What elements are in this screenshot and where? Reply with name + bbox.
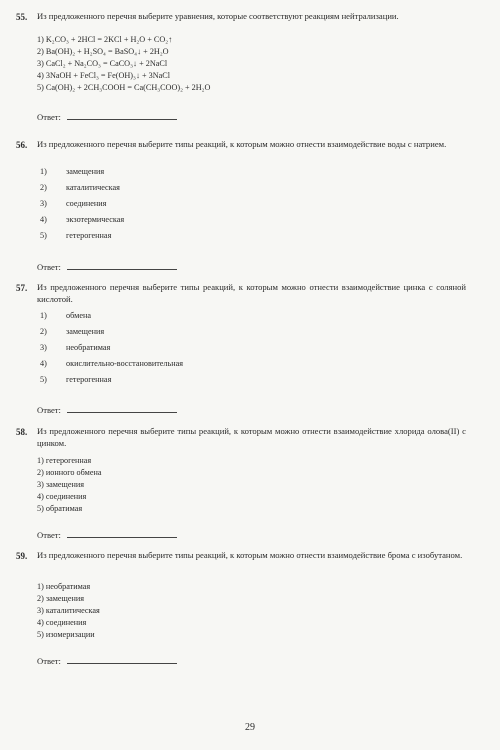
question-text: Из предложенного перечня выберите типы реакций, к которым можно отнести взаимодействие воды с натрием.: [37, 139, 447, 149]
answer-line[interactable]: [67, 262, 177, 270]
page-number: 29: [245, 722, 255, 733]
answer-line[interactable]: [67, 405, 177, 413]
question-number: 57.: [16, 283, 28, 293]
answer-label: Ответ:: [37, 405, 61, 415]
option-4: 4) окислительно-восстановительная: [40, 359, 184, 368]
option-3: 3) замещения: [37, 480, 85, 489]
question-text: Из предложенного перечня выберите типы реакций, к которым можно отнести взаимодействие хлорида олова(II) с цинком.: [37, 426, 466, 448]
answer-label: Ответ:: [37, 530, 61, 540]
answer-field[interactable]: [37, 262, 177, 272]
option-2: 2) ионного обмена: [37, 468, 102, 477]
answer-line[interactable]: [67, 112, 177, 120]
option-2: 2) Ba(OH)₂ + H₂SO₄ = BaSO₄↓ + 2H₂O: [37, 47, 169, 56]
option-3: 3) соединения: [40, 199, 107, 208]
option-5: 5) Ca(OH)₂ + 2CH₃COOH = Ca(CH₃COO)₂ + 2H₂O: [37, 83, 211, 92]
option-5: 5) изомеризации: [37, 630, 95, 639]
option-4: 4) соединения: [37, 618, 87, 627]
question-number: 55.: [16, 12, 28, 22]
option-1: 1) обмена: [40, 311, 92, 320]
option-3: 3) каталитическая: [37, 606, 100, 615]
question-text: Из предложенного перечня выберите уравнения, которые соответствуют реакциям нейтрализации.: [37, 11, 399, 21]
option-2: 2) каталитическая: [40, 183, 120, 192]
answer-field[interactable]: [37, 112, 177, 122]
option-4: 4) соединения: [37, 492, 87, 501]
option-2: 2) замещения: [40, 327, 105, 336]
answer-label: Ответ:: [37, 262, 61, 272]
answer-field[interactable]: [37, 656, 177, 666]
question-number: 58.: [16, 427, 28, 437]
option-3: 3) необратимая: [40, 343, 111, 352]
option-5: 5) гетерогенная: [40, 231, 112, 240]
option-1: 1) K₂CO₃ + 2HCl = 2KCl + H₂O + CO₂↑: [37, 35, 173, 44]
option-2: 2) замещения: [37, 594, 85, 603]
answer-field[interactable]: [37, 405, 177, 415]
answer-label: Ответ:: [37, 112, 61, 122]
option-1: 1) необратимая: [37, 582, 91, 591]
option-1: 1) гетерогенная: [37, 456, 92, 465]
question-text: Из предложенного перечня выберите типы реакций, к которым можно отнести взаимодействие цинка с соляной кислотой.: [37, 282, 466, 304]
option-4: 4) 3NaOH + FeCl₃ = Fe(OH)₃↓ + 3NaCl: [37, 71, 171, 80]
question-number: 59.: [16, 551, 28, 561]
answer-line[interactable]: [67, 656, 177, 664]
option-5: 5) гетерогенная: [40, 375, 112, 384]
question-number: 56.: [16, 140, 28, 150]
option-3: 3) CaCl₂ + Na₂CO₃ = CaCO₃↓ + 2NaCl: [37, 59, 168, 68]
option-5: 5) обратимая: [37, 504, 83, 513]
answer-label: Ответ:: [37, 656, 61, 666]
question-text: Из предложенного перечня выберите типы реакций, к которым можно отнести взаимодействие брома с изобутаном.: [37, 550, 463, 560]
option-1: 1) замещения: [40, 167, 105, 176]
answer-field[interactable]: [37, 530, 177, 540]
option-4: 4) экзотермическая: [40, 215, 125, 224]
answer-line[interactable]: [67, 530, 177, 538]
